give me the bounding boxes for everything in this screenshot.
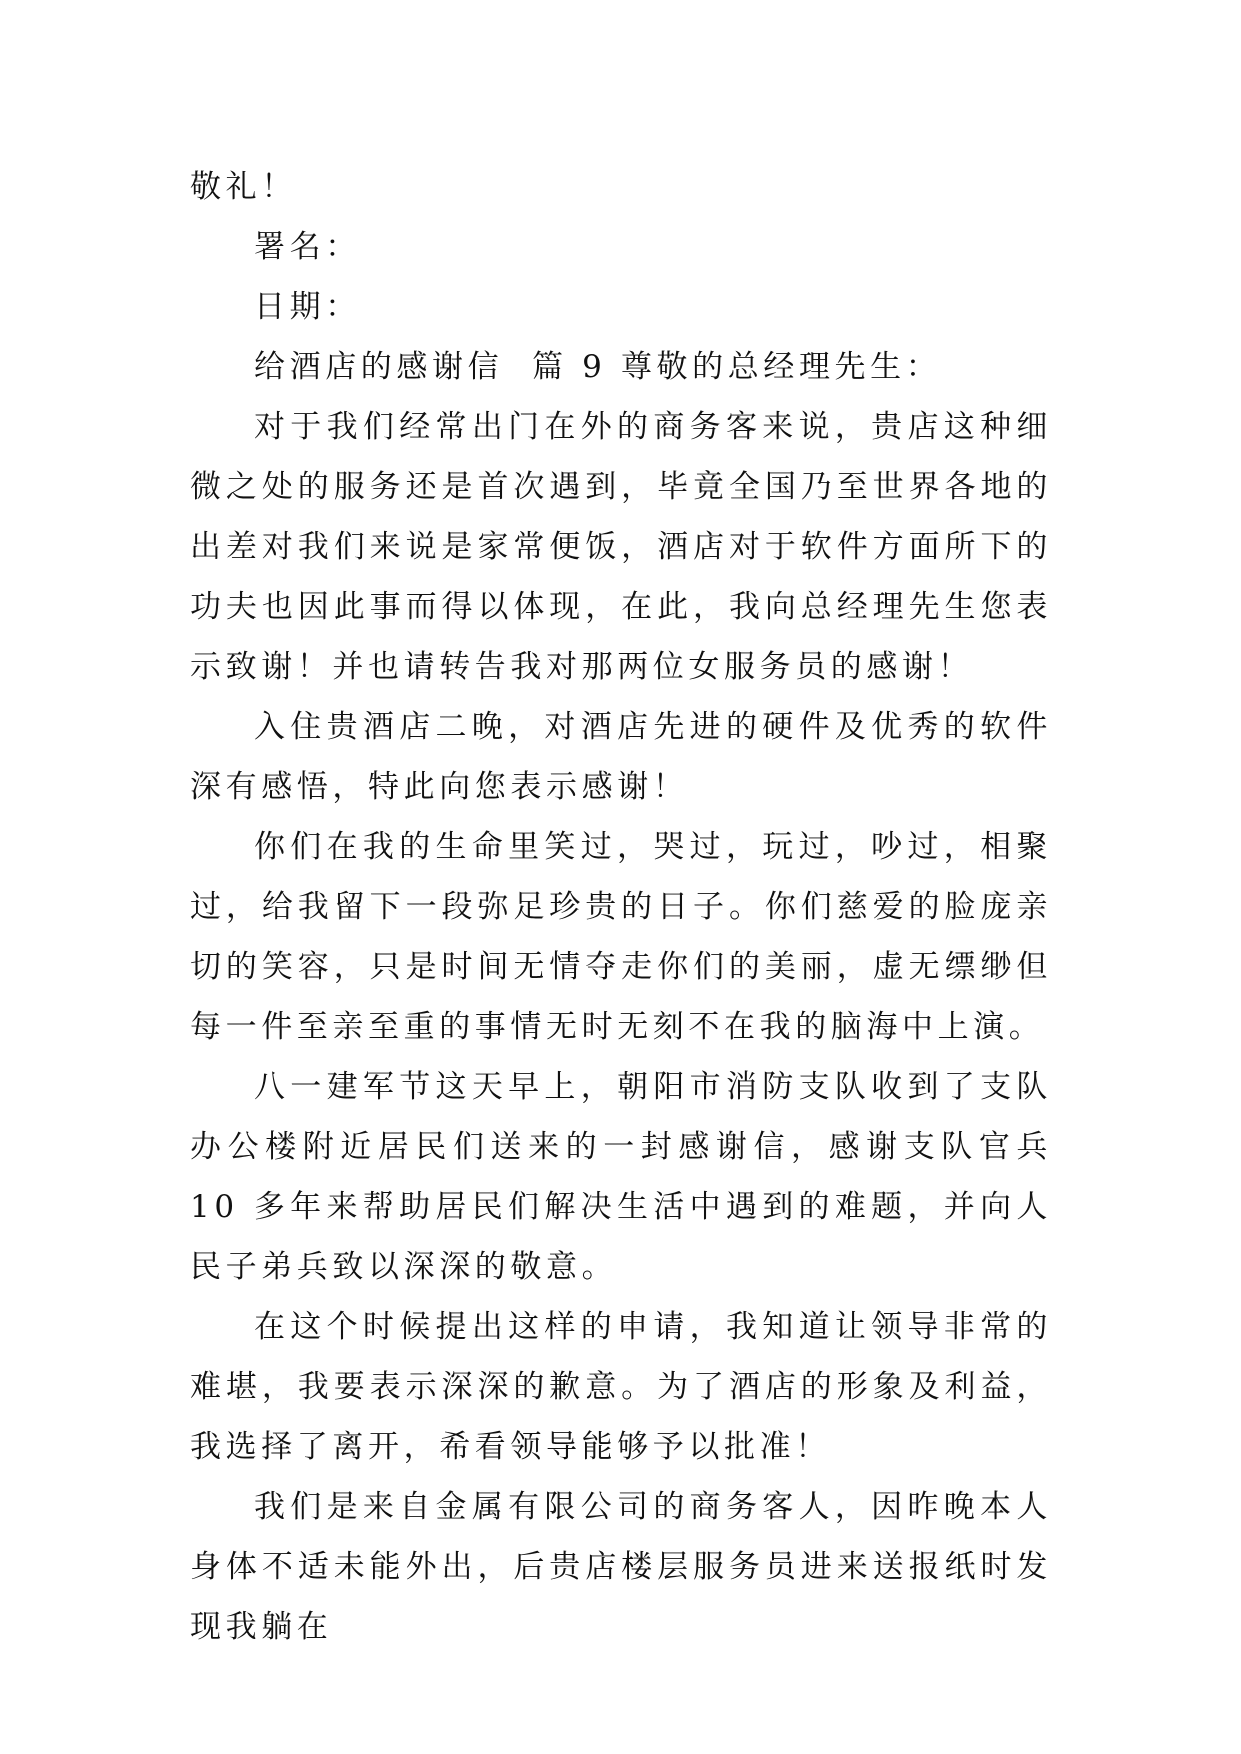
paragraph: 你们在我的生命里笑过，哭过，玩过，吵过，相聚过，给我留下一段弥足珍贵的日子。你们慈爱的脸庞亲切的笑容，只是时间无情夺走你们的美丽，虚无缥缈但每一件至亲至重的事情无时无刻不在我的脑海中上演。 (190, 829, 1052, 1045)
paragraph: 我们是来自金属有限公司的商务客人，因昨晚本人身体不适未能外出，后贵店楼层服务员进来送报纸时发现我躺在 (190, 1489, 1052, 1645)
document-body (190, 157, 1052, 1657)
date-line: 日期： (254, 289, 361, 325)
paragraph: 对于我们经常出门在外的商务客来说，贵店这种细微之处的服务还是首次遇到，毕竟全国乃至世界各地的出差对我们来说是家常便饭，酒店对于软件方面所下的功夫也因此事而得以体现，在此，我向总经理先生您表示致谢！并也请转告我对那两位女服务员的感谢！ (190, 409, 1052, 685)
paragraph: 八一建军节这天早上，朝阳市消防支队收到了支队办公楼附近居民们送来的一封感谢信，感谢支队官兵 10 多年来帮助居民们解决生活中遇到的难题，并向人民子弟兵致以深深的敬意。 (190, 1069, 1052, 1285)
paragraph: 入住贵酒店二晚，对酒店先进的硬件及优秀的软件深有感悟，特此向您表示感谢！ (190, 709, 1052, 805)
closing-salutation: 敬礼！ (190, 169, 297, 205)
signature-line: 署名： (254, 229, 361, 265)
paragraph: 在这个时候提出这样的申请，我知道让领导非常的难堪，我要表示深深的歉意。为了酒店的形象及利益，我选择了离开，希看领导能够予以批准！ (190, 1309, 1052, 1465)
section-heading: 给酒店的感谢信 篇 9 尊敬的总经理先生： (254, 349, 942, 385)
